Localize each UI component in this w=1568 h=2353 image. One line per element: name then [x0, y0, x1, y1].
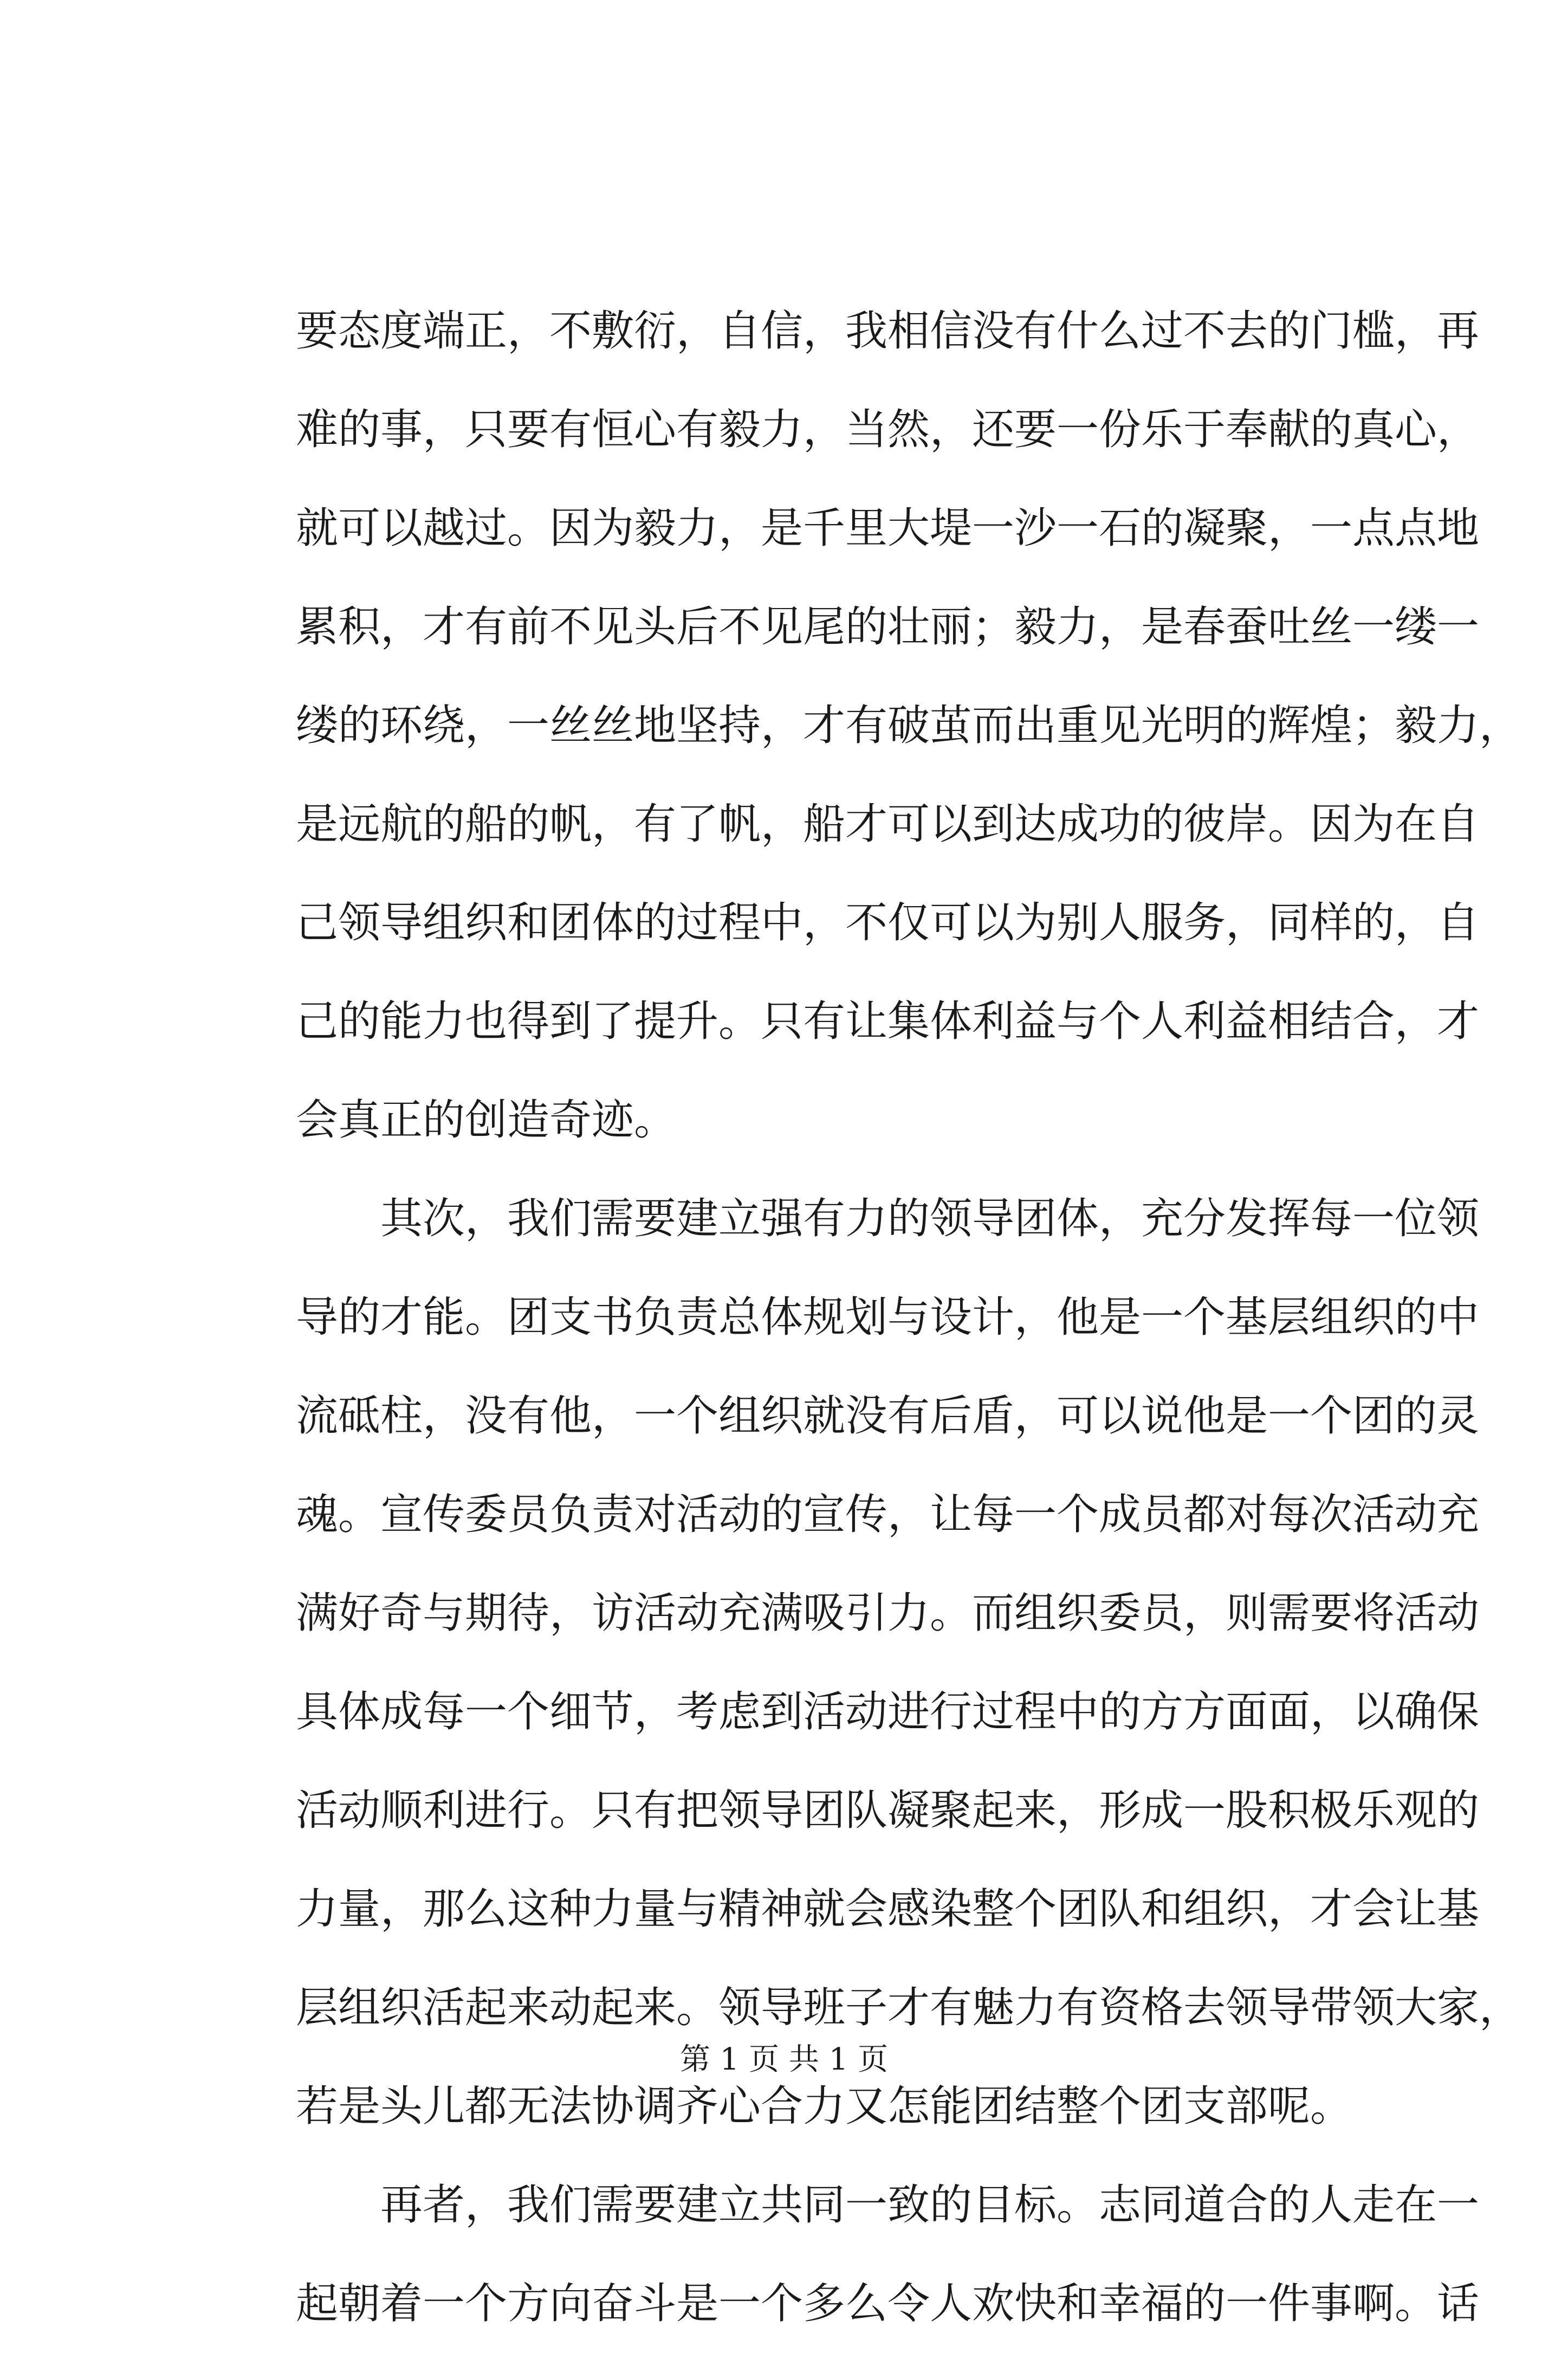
text-line: 再者，我们需要建立共同一致的目标。志同道合的人走在一 — [380, 2181, 1480, 2229]
text-line: 要态度端正，不敷衍，自信，我相信没有什么过不去的门槛，再 — [296, 307, 1480, 355]
text-line: 活动顺利进行。只有把领导团队凝聚起来，形成一股积极乐观的 — [296, 1786, 1480, 1835]
text-line: 满好奇与期待，访活动充满吸引力。而组织委员，则需要将活动 — [296, 1589, 1480, 1638]
text-line: 导的才能。团支书负责总体规划与设计，他是一个基层组织的中 — [296, 1293, 1480, 1342]
text-line: 会真正的创造奇迹。 — [296, 1096, 677, 1145]
text-line: 魂。宣传委员负责对活动的宣传，让每一个成员都对每次活动充 — [296, 1490, 1480, 1539]
text-line: 若是头儿都无法协调齐心合力又怎能团结整个团支部呢。 — [296, 2082, 1353, 2131]
text-line: 是远航的船的帆，有了帆，船才可以到达成功的彼岸。因为在自 — [296, 800, 1480, 849]
text-line: 其次，我们需要建立强有力的领导团体，充分发挥每一位领 — [380, 1194, 1480, 1243]
text-line: 就可以越过。因为毅力，是千里大堤一沙一石的凝聚，一点点地 — [296, 504, 1480, 553]
text-line: 层组织活起来动起来。领导班子才有魅力有资格去领导带领大家， — [296, 1983, 1522, 2032]
text-line: 缕的环绕，一丝丝地坚持，才有破茧而出重见光明的辉煌；毅力， — [296, 701, 1522, 750]
text-line: 己的能力也得到了提升。只有让集体利益与个人利益相结合，才 — [296, 997, 1480, 1046]
text-line: 力量，那么这种力量与精神就会感染整个团队和组织，才会让基 — [296, 1885, 1480, 1934]
text-line: 流砥柱，没有他，一个组织就没有后盾，可以说他是一个团的灵 — [296, 1392, 1480, 1440]
text-line: 累积，才有前不见头后不见尾的壮丽；毅力，是春蚕吐丝一缕一 — [296, 603, 1480, 651]
page-number-label: 第 1 页 共 1 页 — [679, 2042, 889, 2077]
page-footer — [0, 2035, 1568, 2079]
text-line: 己领导组织和团体的过程中，不仅可以为别人服务，同样的，自 — [296, 898, 1480, 947]
text-line: 难的事，只要有恒心有毅力，当然，还要一份乐于奉献的真心， — [296, 405, 1480, 454]
text-line: 起朝着一个方向奋斗是一个多么令人欢快和幸福的一件事啊。话 — [296, 2279, 1480, 2328]
text-line: 具体成每一个细节，考虑到活动进行过程中的方方面面，以确保 — [296, 1688, 1480, 1736]
